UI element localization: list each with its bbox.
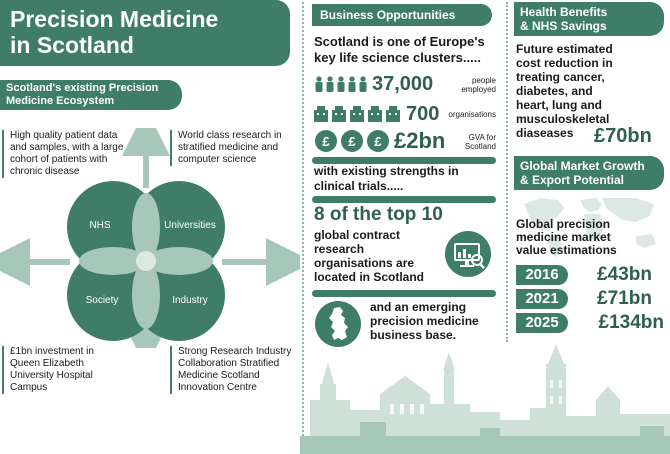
savings-line7: diaseases	[516, 126, 574, 140]
label-nhs: NHS	[89, 220, 111, 231]
savings-line1: Future estimated	[516, 42, 613, 56]
ecosystem-line1: Scotland's existing Precision	[6, 82, 159, 94]
section-bar-3	[312, 290, 496, 297]
cluster-intro-line2: key life science clusters.....	[314, 50, 481, 65]
market-row-2016	[516, 264, 666, 286]
note-patient-data: High quality patient data and samples, with a large cohort of patients with chronic disease	[2, 130, 132, 178]
savings-line4: diabetes, and	[516, 84, 593, 98]
market-line1: Global precision	[516, 217, 611, 231]
global-market-line1: Global Market Growth	[520, 159, 645, 173]
city-skyline	[300, 340, 670, 454]
savings-line6: musculoskeletal	[516, 112, 610, 126]
emerging-line3: business base.	[370, 328, 457, 342]
health-benefits-line2: & NHS Savings	[520, 19, 607, 33]
stat-people-label	[446, 76, 496, 94]
market-value-2025: £134bn	[598, 312, 664, 333]
svg-text:£: £	[374, 134, 382, 149]
overlap-center	[136, 251, 156, 271]
ecosystem-diagram	[0, 128, 300, 348]
ecosystem-banner	[0, 80, 182, 110]
cro-line2: research	[314, 242, 365, 256]
market-value-2016: £43bn	[597, 264, 652, 285]
note-world-class-research: World class research in stratified medicine and computer science	[170, 130, 290, 166]
cluster-intro-line1: Scotland is one of Europe's	[314, 34, 485, 49]
pound-coins-icon	[314, 129, 390, 153]
market-year-2021: 2021	[516, 289, 568, 309]
savings-line2: cost reduction in	[516, 56, 613, 70]
clinical-trials-text	[314, 164, 498, 194]
market-line2: medicine market	[516, 230, 611, 244]
note-industry-collaboration: Strong Research Industry Collaboration Stratified Medicine Scotland Innovation Centre	[170, 346, 295, 394]
market-row-2025	[516, 312, 666, 334]
savings-line3: treating cancer,	[516, 70, 605, 84]
market-row-2021	[516, 288, 666, 310]
label-society: Society	[85, 295, 119, 306]
stat-row-gva	[314, 128, 496, 154]
cro-line3: organisations are	[314, 256, 415, 270]
savings-value: £70bn	[594, 125, 652, 147]
clinical-trials-line2: clinical trials.....	[314, 179, 404, 193]
top10-heading: 8 of the top 10	[314, 204, 443, 225]
people-icon	[314, 76, 370, 92]
emerging-line2: precision medicine	[370, 314, 479, 328]
cluster-intro	[314, 34, 494, 66]
stat-gva-label	[446, 133, 496, 151]
main-title-banner	[0, 0, 290, 66]
label-industry: Industry	[172, 295, 208, 306]
cro-text	[314, 228, 444, 284]
savings-line5: heart, lung and	[516, 98, 603, 112]
cro-line1: global contract	[314, 228, 401, 242]
cro-line4: located in Scotland	[314, 270, 425, 284]
stat-row-organisations	[314, 102, 496, 126]
stat-row-people	[314, 72, 496, 96]
global-market-banner	[514, 156, 664, 190]
label-universities: Universities	[164, 220, 216, 231]
section-bar-1	[312, 157, 496, 164]
divider-middle-right	[506, 2, 508, 342]
market-year-2016: 2016	[516, 265, 568, 285]
health-benefits-line1: Health Benefits	[520, 5, 608, 19]
buildings-icon	[314, 106, 404, 122]
svg-text:£: £	[348, 134, 356, 149]
market-line3: value estimations	[516, 243, 617, 257]
emerging-line1: and an emerging	[370, 300, 467, 314]
market-year-2025: 2025	[516, 313, 568, 333]
market-text	[516, 218, 666, 257]
health-benefits-banner	[514, 2, 664, 36]
stat-gva-label-line1: GVA for	[468, 133, 496, 142]
stat-organisations-label	[440, 110, 496, 119]
stat-organisations-value: 700	[406, 103, 440, 125]
emerging-business-text	[370, 300, 500, 342]
main-title-line2: in Scotland	[10, 32, 134, 58]
market-value-2021: £71bn	[597, 288, 652, 309]
svg-text:£: £	[322, 134, 330, 149]
global-market-line2: & Export Potential	[520, 173, 625, 187]
stat-gva-label-line2: Scotland	[464, 142, 496, 151]
stat-organisations-label-line1: organisations	[448, 110, 496, 119]
research-monitor-icon	[444, 230, 492, 278]
stat-people-value: 37,000	[372, 73, 434, 95]
stat-people-label-line2: employed	[461, 85, 496, 94]
business-opportunities-banner: Business Opportunities	[312, 4, 492, 26]
stat-people-label-line1: people	[471, 76, 496, 85]
stat-gva-value: £2bn	[394, 128, 446, 153]
note-investment: £1bn investment in Queen Elizabeth University Hospital Campus	[2, 346, 122, 394]
clinical-trials-line1: with existing strengths in	[314, 164, 459, 178]
ecosystem-line2: Medicine Ecosystem	[6, 95, 115, 107]
main-title-line1: Precision Medicine	[10, 6, 219, 32]
section-bar-2	[312, 196, 496, 203]
